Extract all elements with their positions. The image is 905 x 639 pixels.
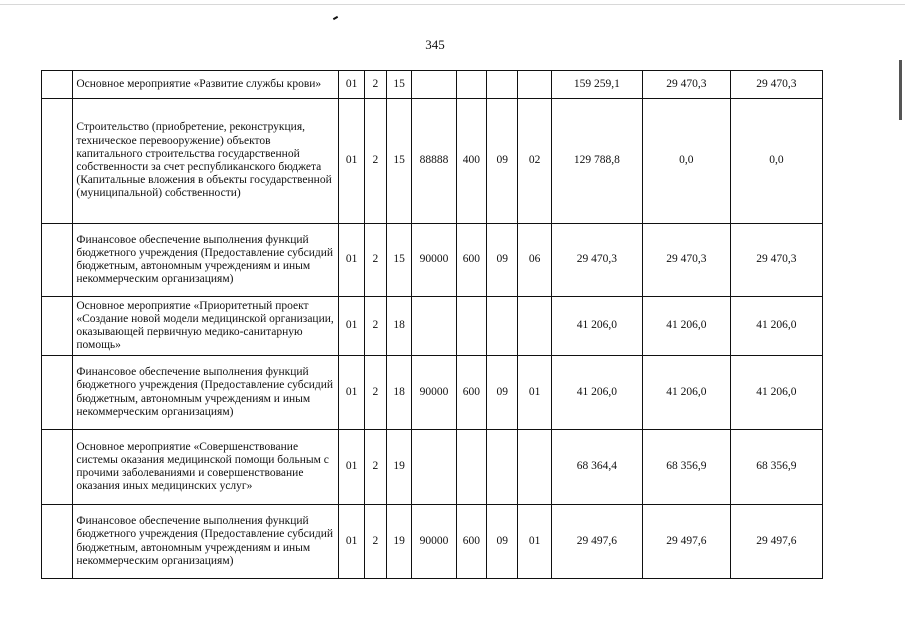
code-cell: 09: [487, 356, 518, 430]
table-row: [42, 99, 823, 224]
code-cell: 01: [339, 297, 364, 356]
code-cell: 01: [339, 71, 364, 99]
amount-cell: 68 364,4: [551, 430, 642, 505]
code-cell: 09: [487, 224, 518, 297]
code-cell: 01: [518, 356, 551, 430]
code-cell: 400: [456, 99, 486, 224]
row-name-cell: Финансовое обеспечение выполнения функций бюджетного учреждения (Предоставление субсидий бюджетным, автономным учреждениям и иным некоммерческим организациям): [73, 505, 339, 579]
amount-cell: 41 206,0: [642, 297, 730, 356]
code-cell: 01: [339, 430, 364, 505]
amount-cell: 29 470,3: [551, 224, 642, 297]
code-cell: 2: [364, 99, 386, 224]
amount-cell: 29 470,3: [642, 224, 730, 297]
row-number-cell: [42, 505, 73, 579]
row-name-cell: Основное мероприятие «Совершенствование системы оказания медицинской помощи больным с прочими заболеваниями и совершенствование оказания иных медицинских услуг»: [73, 430, 339, 505]
code-cell: [487, 430, 518, 505]
code-cell: 15: [386, 71, 411, 99]
amount-cell: 0,0: [642, 99, 730, 224]
code-cell: 2: [364, 224, 386, 297]
code-cell: 2: [364, 505, 386, 579]
code-cell: 19: [386, 505, 411, 579]
table-row: [42, 356, 823, 430]
amount-cell: 29 497,6: [551, 505, 642, 579]
code-cell: 2: [364, 356, 386, 430]
table-row: [42, 297, 823, 356]
code-cell: [487, 297, 518, 356]
code-cell: 18: [386, 356, 411, 430]
table-row: [42, 224, 823, 297]
amount-cell: 129 788,8: [551, 99, 642, 224]
table-row: [42, 505, 823, 579]
code-cell: [412, 430, 457, 505]
amount-cell: 41 206,0: [730, 297, 822, 356]
code-cell: [518, 297, 551, 356]
code-cell: 01: [339, 224, 364, 297]
code-cell: 90000: [412, 224, 457, 297]
row-number-cell: [42, 430, 73, 505]
amount-cell: 41 206,0: [642, 356, 730, 430]
amount-cell: 41 206,0: [551, 297, 642, 356]
amount-cell: 41 206,0: [551, 356, 642, 430]
table-row: [42, 430, 823, 505]
row-number-cell: [42, 224, 73, 297]
code-cell: 2: [364, 430, 386, 505]
code-cell: 01: [518, 505, 551, 579]
code-cell: 90000: [412, 505, 457, 579]
table-row: [42, 71, 823, 99]
page-number: 345: [425, 37, 445, 52]
row-number-cell: [42, 71, 73, 99]
code-cell: [456, 71, 486, 99]
code-cell: [487, 71, 518, 99]
scan-speck: [333, 16, 338, 20]
code-cell: 09: [487, 99, 518, 224]
row-number-cell: [42, 297, 73, 356]
code-cell: [518, 71, 551, 99]
code-cell: 2: [364, 71, 386, 99]
code-cell: 15: [386, 224, 411, 297]
row-name-cell: Финансовое обеспечение выполнения функций бюджетного учреждения (Предоставление субсидий бюджетным, автономным учреждениям и иным некоммерческим организациям): [73, 224, 339, 297]
code-cell: 15: [386, 99, 411, 224]
code-cell: 88888: [412, 99, 457, 224]
amount-cell: 68 356,9: [730, 430, 822, 505]
code-cell: [456, 297, 486, 356]
code-cell: [412, 71, 457, 99]
row-number-cell: [42, 356, 73, 430]
row-name-cell: Основное мероприятие «Приоритетный проект «Создание новой модели медицинской организации, оказывающей первичную медико-санитарную помощь»: [73, 297, 339, 356]
row-name-cell: Финансовое обеспечение выполнения функций бюджетного учреждения (Предоставление субсидий бюджетным, автономным учреждениям и иным некоммерческим организациям): [73, 356, 339, 430]
code-cell: 01: [339, 99, 364, 224]
code-cell: 01: [339, 356, 364, 430]
amount-cell: 29 497,6: [730, 505, 822, 579]
code-cell: 19: [386, 430, 411, 505]
code-cell: 600: [456, 505, 486, 579]
amount-cell: 159 259,1: [551, 71, 642, 99]
code-cell: 600: [456, 224, 486, 297]
amount-cell: 29 470,3: [642, 71, 730, 99]
code-cell: 18: [386, 297, 411, 356]
code-cell: 90000: [412, 356, 457, 430]
scan-margin-mark: [899, 60, 902, 120]
code-cell: [456, 430, 486, 505]
amount-cell: 68 356,9: [642, 430, 730, 505]
amount-cell: 41 206,0: [730, 356, 822, 430]
code-cell: 01: [339, 505, 364, 579]
code-cell: [412, 297, 457, 356]
budget-table: [41, 70, 823, 579]
row-number-cell: [42, 99, 73, 224]
code-cell: [518, 430, 551, 505]
code-cell: 06: [518, 224, 551, 297]
amount-cell: 29 497,6: [642, 505, 730, 579]
scan-top-rule: [0, 4, 905, 5]
code-cell: 02: [518, 99, 551, 224]
row-name-cell: Строительство (приобретение, реконструкция, техническое перевооружение) объектов капитального строительства государственной собственности за счет республиканского бюджета (Капитальные вложения в объекты государственной (муниципальной) собственности): [73, 99, 339, 224]
amount-cell: 0,0: [730, 99, 822, 224]
row-name-cell: Основное мероприятие «Развитие службы крови»: [73, 71, 339, 99]
code-cell: 2: [364, 297, 386, 356]
amount-cell: 29 470,3: [730, 71, 822, 99]
code-cell: 600: [456, 356, 486, 430]
amount-cell: 29 470,3: [730, 224, 822, 297]
code-cell: 09: [487, 505, 518, 579]
